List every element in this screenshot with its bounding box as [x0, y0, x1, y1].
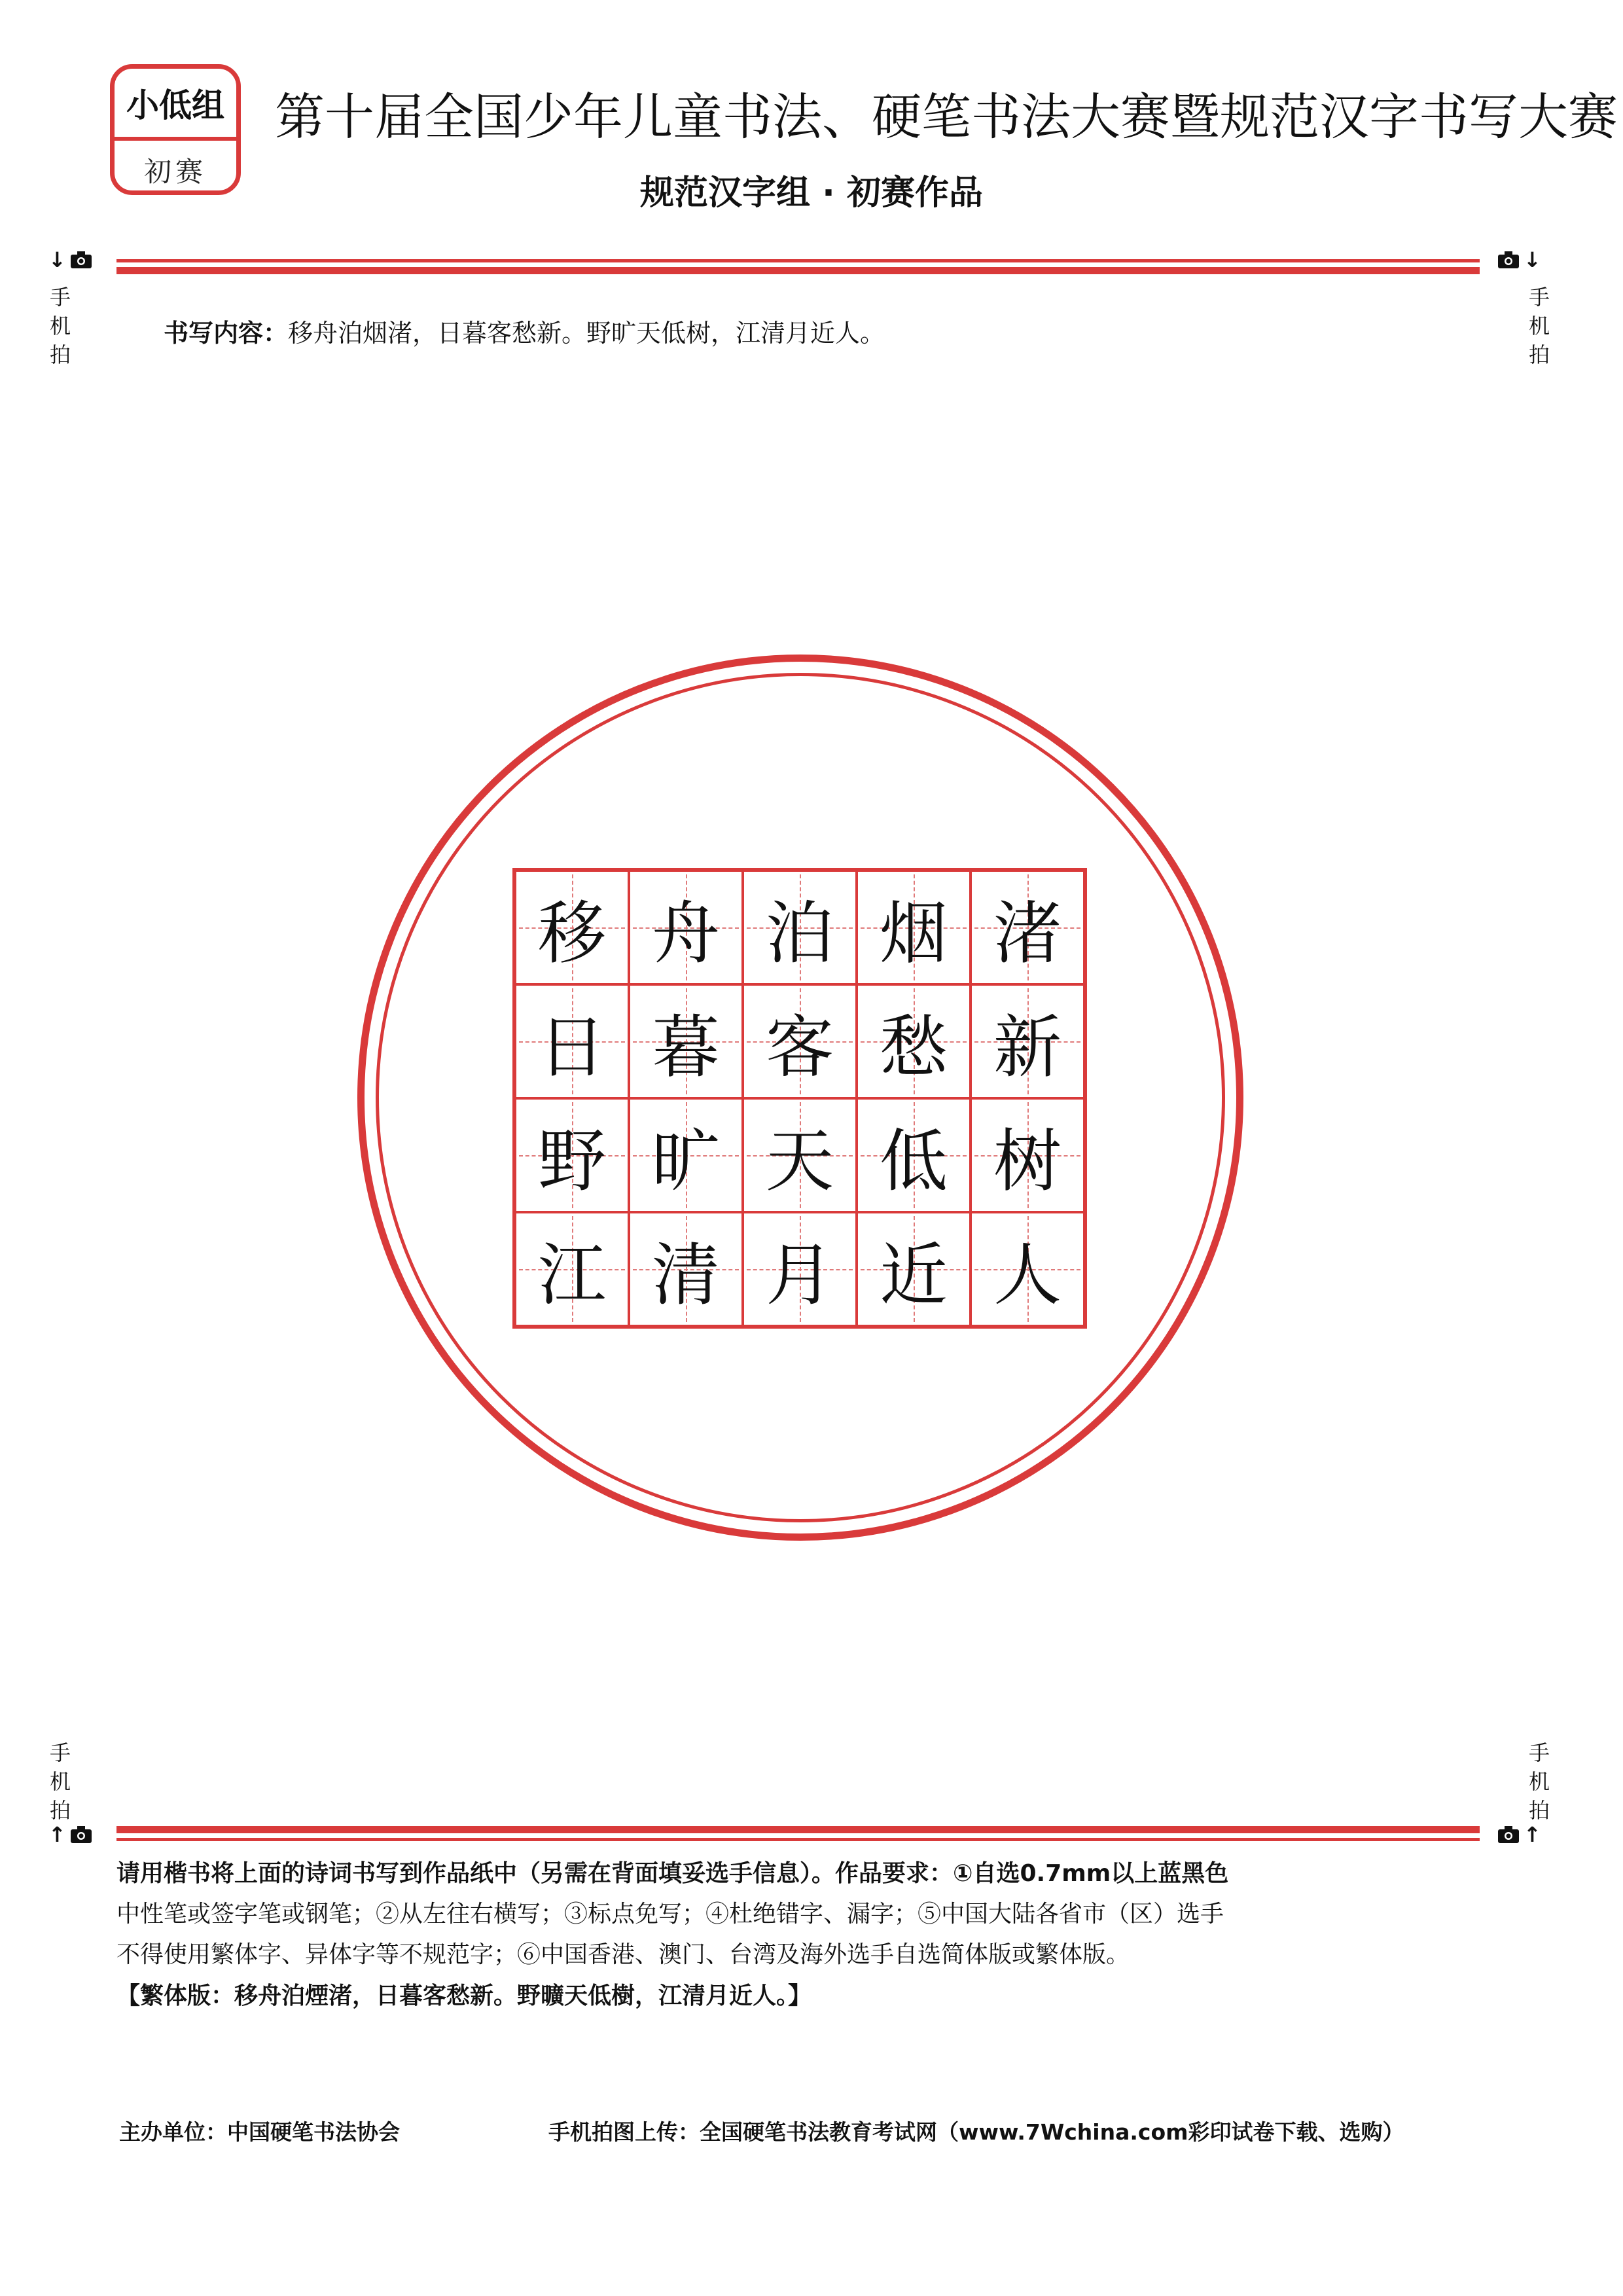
grid-cell: 日 [515, 984, 629, 1098]
instructions-line-2: 中性笔或签字笔或钢笔；②从左往右横写；③标点免写；④杜绝错字、漏字；⑤中国大陆各省市（区）选手 [116, 1901, 1224, 1928]
grid-cell: 月 [743, 1212, 857, 1326]
phone-label-bottom-left: 手 机 拍 [49, 1740, 71, 1823]
content-text: 移舟泊烟渚，日暮客愁新。野旷天低树，江清月近人。 [288, 319, 885, 348]
bottom-rule-thick [116, 1826, 1480, 1833]
phone-label-top-left: 手 机 拍 [49, 285, 71, 367]
bottom-rule-thin [116, 1838, 1480, 1841]
grid-cell: 天 [743, 1098, 857, 1212]
badge-group-label: 小低组 [115, 69, 236, 141]
grid-cell: 清 [629, 1212, 743, 1326]
arrow-up-icon: ↑ [1524, 1822, 1541, 1847]
grid-cell: 低 [857, 1098, 971, 1212]
grid-cell: 江 [515, 1212, 629, 1326]
content-label: 书写内容： [164, 319, 289, 348]
arrow-up-icon: ↑ [48, 1822, 66, 1847]
page-subtitle: 规范汉字组 · 初赛作品 [640, 173, 983, 213]
grid-cell: 客 [743, 984, 857, 1098]
corner-marker-bottom-left [48, 1822, 92, 1847]
arrow-down-icon: ↓ [1524, 247, 1541, 272]
top-rule-thin [116, 259, 1480, 262]
grid-cell: 舟 [629, 870, 743, 984]
traditional-version: 【繁体版：移舟泊煙渚，日暮客愁新。野曠天低樹，江清月近人。】 [116, 1982, 812, 2009]
grid-cell: 愁 [857, 984, 971, 1098]
camera-icon [1497, 251, 1520, 269]
grid-cell: 移 [515, 870, 629, 984]
instructions [116, 1854, 1491, 2016]
instructions-line-3: 不得使用繁体字、异体字等不规范字；⑥中国香港、澳门、台湾及海外选手自选简体版或繁体版。 [116, 1941, 1130, 1968]
character-grid [512, 868, 1087, 1329]
phone-label-top-right: 手 机 拍 [1528, 285, 1550, 367]
top-rule-thick [116, 267, 1480, 274]
footer-organizer: 主办单位：中国硬笔书法协会 [119, 2119, 400, 2145]
camera-icon [1497, 1825, 1520, 1844]
grid-cell: 树 [971, 1098, 1084, 1212]
instructions-line-1: 请用楷书将上面的诗词书写到作品纸中（另需在背面填妥选手信息）。作品要求：①自选0.7mm以上蓝黑色 [116, 1860, 1229, 1887]
grid-cell: 烟 [857, 870, 971, 984]
grid-cell: 旷 [629, 1098, 743, 1212]
footer-upload-info: 手机拍图上传：全国硬笔书法教育考试网（www.7Wchina.com彩印试卷下载、选购） [548, 2119, 1404, 2145]
badge-stage-label: 初赛 [143, 156, 207, 188]
camera-icon [70, 1825, 92, 1844]
page-title: 第十届全国少年儿童书法、硬笔书法大赛暨规范汉字书写大赛 [275, 88, 1618, 146]
corner-marker-top-left [48, 247, 92, 272]
grid-cell: 泊 [743, 870, 857, 984]
camera-icon [70, 251, 92, 269]
content-line [164, 313, 885, 349]
corner-marker-bottom-right [1497, 1822, 1541, 1847]
grid-cell: 野 [515, 1098, 629, 1212]
grid-cell: 暮 [629, 984, 743, 1098]
grid-cell: 人 [971, 1212, 1084, 1326]
grid-cell: 近 [857, 1212, 971, 1326]
grid-cell: 渚 [971, 870, 1084, 984]
grid-cell: 新 [971, 984, 1084, 1098]
arrow-down-icon: ↓ [48, 247, 66, 272]
corner-marker-top-right [1497, 247, 1541, 272]
phone-label-bottom-right: 手 机 拍 [1528, 1740, 1550, 1823]
